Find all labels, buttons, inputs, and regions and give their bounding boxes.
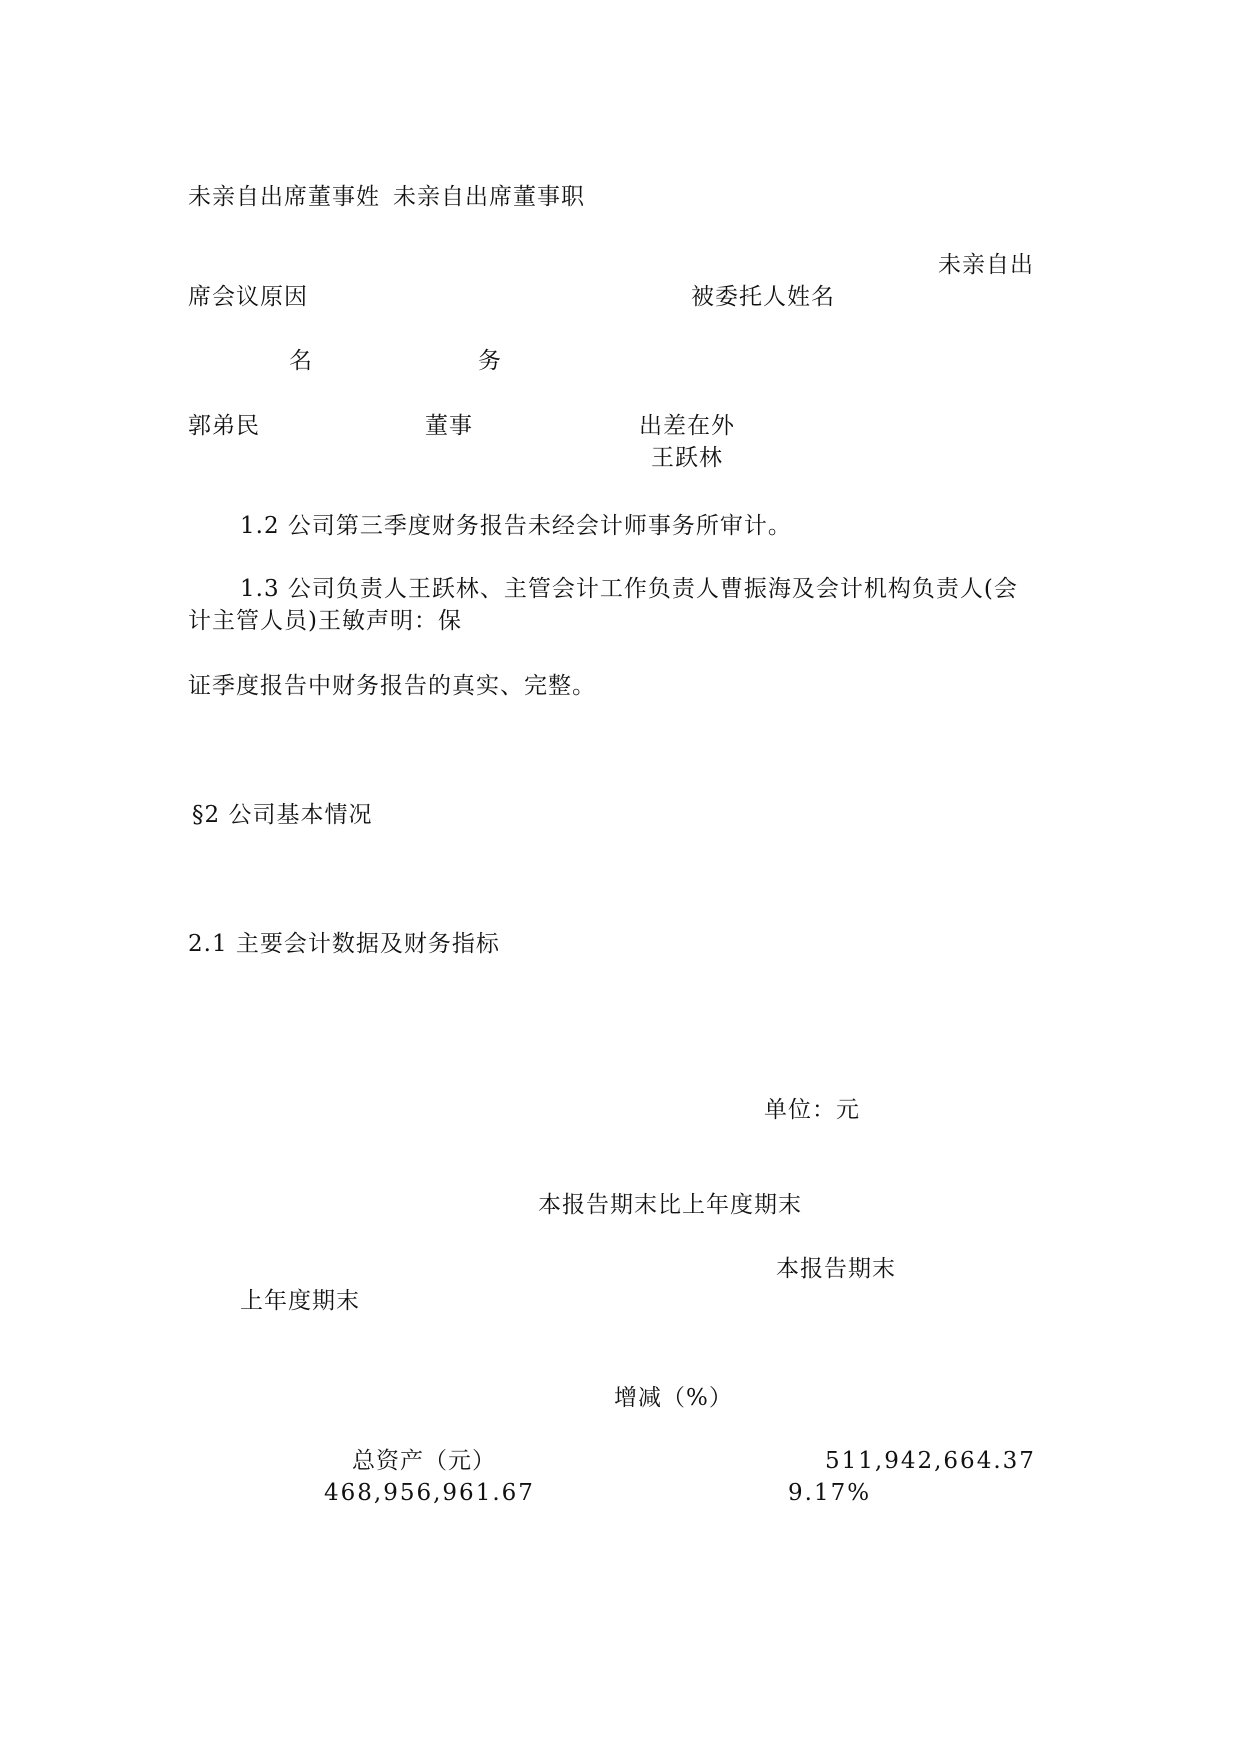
note-1-2: 1.2 公司第三季度财务报告未经会计师事务所审计。 [240,513,792,539]
header-reason-part1: 未亲自出 [938,252,1034,278]
section-2-heading: §2 公司基本情况 [192,802,373,828]
header-position-part1: 未亲自出席董事职 [393,184,585,210]
col-current-header: 本报告期末 [776,1256,896,1282]
director-position: 董事 [425,413,473,439]
note-1-3-line1: 1.3 公司负责人王跃林、主管会计工作负责人曹振海及会计机构负责人(会 [240,576,1018,602]
col-change-header-part2: 增减（%） [614,1385,733,1411]
header-name-part1: 未亲自出席董事姓 [188,184,380,210]
header-position-part2: 务 [478,348,502,374]
director-name: 郭弟民 [188,413,260,439]
note-1-3-line2: 计主管人员)王敏声明：保 [188,608,462,634]
absence-reason: 出差在外 [639,413,735,439]
section-2-1-heading: 2.1 主要会计数据及财务指标 [188,931,500,957]
header-reason-part2: 席会议原因 [188,284,308,310]
note-1-3-line3: 证季度报告中财务报告的真实、完整。 [188,673,596,699]
row-total-assets-prior: 468,956,961.67 [324,1480,535,1506]
proxy-name: 王跃林 [651,445,723,471]
col-prior-header: 上年度期末 [240,1288,360,1314]
col-change-header-part1: 本报告期末比上年度期末 [538,1192,802,1218]
header-name-part2: 名 [289,348,313,374]
row-total-assets-change: 9.17% [788,1480,872,1506]
row-total-assets-current: 511,942,664.37 [825,1448,1036,1474]
unit-label: 单位：元 [764,1097,860,1123]
row-total-assets-label: 总资产（元） [352,1448,496,1474]
header-proxy: 被委托人姓名 [691,284,835,310]
